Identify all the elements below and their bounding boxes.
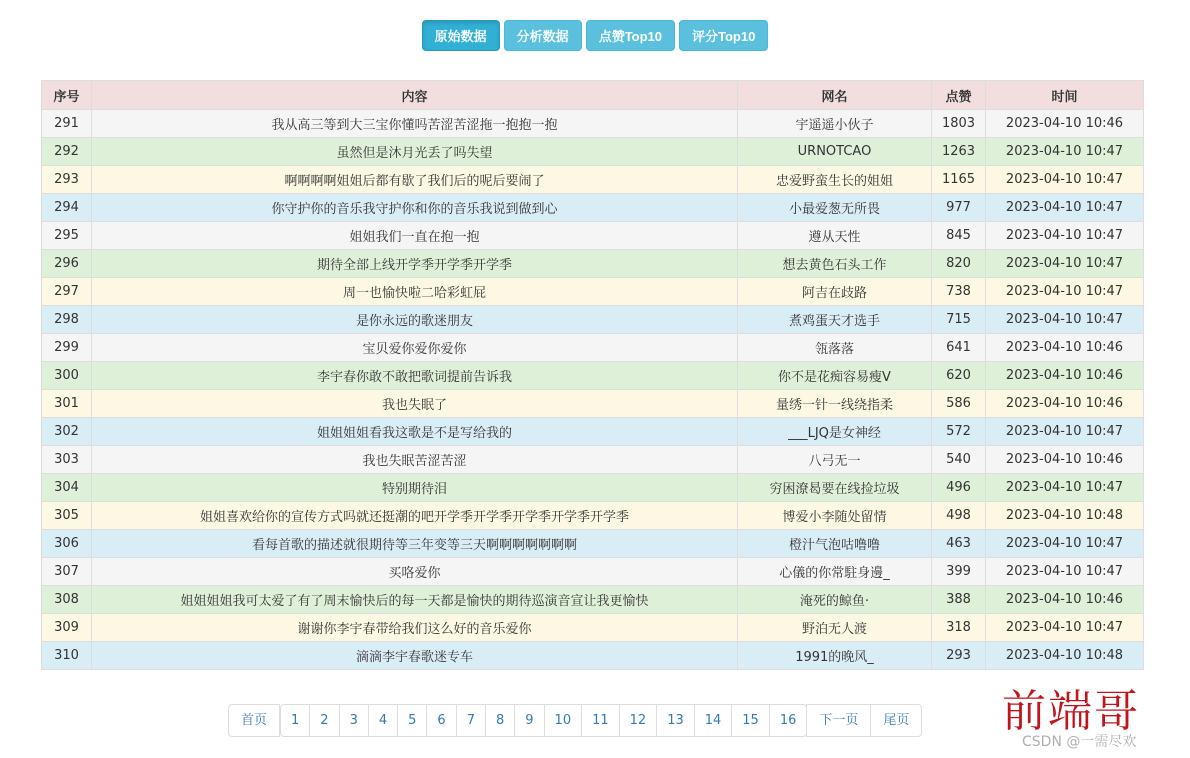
cell-id: 292 <box>42 138 92 166</box>
cell-name: 遵从天性 <box>738 222 932 250</box>
cell-likes: 738 <box>932 278 986 306</box>
cell-name: 野泊无人渡 <box>738 614 932 642</box>
cell-content: 你守护你的音乐我守护你和你的音乐我说到做到心 <box>92 194 738 222</box>
page-number-link[interactable]: 5 <box>397 704 427 737</box>
cell-name: 瓴落落 <box>738 334 932 362</box>
cell-time: 2023-04-10 10:47 <box>986 306 1144 334</box>
table-row <box>42 362 1144 390</box>
cell-content: 谢谢你李宇春带给我们这么好的音乐爱你 <box>92 614 738 642</box>
cell-content: 姐姐姐姐我可太爱了有了周末愉快后的每一天都是愉快的期待巡演音宣让我更愉快 <box>92 586 738 614</box>
header-id: 序号 <box>42 81 92 110</box>
cell-id: 309 <box>42 614 92 642</box>
table-row <box>42 278 1144 306</box>
cell-id: 307 <box>42 558 92 586</box>
cell-content: 虽然但是沐月光丢了吗失望 <box>92 138 738 166</box>
cell-likes: 399 <box>932 558 986 586</box>
cell-likes: 586 <box>932 390 986 418</box>
page-number-link[interactable]: 12 <box>619 704 658 737</box>
cell-likes: 572 <box>932 418 986 446</box>
cell-content: 啊啊啊啊姐姐后都有歇了我们后的呢后要闹了 <box>92 166 738 194</box>
cell-content: 姐姐我们一直在抱一抱 <box>92 222 738 250</box>
cell-name: 橙汁气泡咕噜噜 <box>738 530 932 558</box>
table-row <box>42 642 1144 670</box>
cell-likes: 620 <box>932 362 986 390</box>
cell-name: 1991的晚风_ <box>738 642 932 670</box>
cell-likes: 1165 <box>932 166 986 194</box>
table-row <box>42 194 1144 222</box>
page-number-link[interactable]: 15 <box>731 704 770 737</box>
cell-time: 2023-04-10 10:47 <box>986 138 1144 166</box>
table-row <box>42 418 1144 446</box>
tab-bar <box>0 20 1190 51</box>
cell-id: 298 <box>42 306 92 334</box>
page-last-link[interactable]: 尾页 <box>870 704 922 737</box>
cell-time: 2023-04-10 10:46 <box>986 586 1144 614</box>
cell-id: 296 <box>42 250 92 278</box>
cell-content: 李宇春你敢不敢把歌词提前告诉我 <box>92 362 738 390</box>
cell-content: 期待全部上线开学季开学季开学季 <box>92 250 738 278</box>
header-likes: 点赞 <box>932 81 986 110</box>
cell-name: 博爱小李随处留情 <box>738 502 932 530</box>
header-time: 时间 <box>986 81 1144 110</box>
table-row <box>42 586 1144 614</box>
cell-name: 量绣一针一线绕指柔 <box>738 390 932 418</box>
cell-name: 阿吉在歧路 <box>738 278 932 306</box>
cell-content: 我也失眠苦涩苦涩 <box>92 446 738 474</box>
table-row <box>42 138 1144 166</box>
page-number-link[interactable]: 13 <box>656 704 695 737</box>
cell-time: 2023-04-10 10:47 <box>986 250 1144 278</box>
table-body <box>42 110 1144 670</box>
table-row <box>42 474 1144 502</box>
page-number-link[interactable]: 4 <box>368 704 398 737</box>
cell-content: 特别期待泪 <box>92 474 738 502</box>
header-name: 网名 <box>738 81 932 110</box>
table-row <box>42 110 1144 138</box>
cell-id: 291 <box>42 110 92 138</box>
cell-content: 宝贝爱你爱你爱你 <box>92 334 738 362</box>
cell-content: 姐姐喜欢给你的宣传方式吗就还挺潮的吧开学季开学季开学季开学季开学季 <box>92 502 738 530</box>
cell-id: 303 <box>42 446 92 474</box>
cell-likes: 1803 <box>932 110 986 138</box>
table-row <box>42 250 1144 278</box>
tab-rating-top10[interactable]: 评分Top10 <box>679 20 768 51</box>
cell-name: URNOTCAO <box>738 138 932 166</box>
cell-id: 308 <box>42 586 92 614</box>
cell-time: 2023-04-10 10:47 <box>986 614 1144 642</box>
cell-likes: 641 <box>932 334 986 362</box>
cell-time: 2023-04-10 10:46 <box>986 446 1144 474</box>
cell-time: 2023-04-10 10:47 <box>986 194 1144 222</box>
cell-content: 我也失眠了 <box>92 390 738 418</box>
cell-name: 想去黄色石头工作 <box>738 250 932 278</box>
cell-likes: 1263 <box>932 138 986 166</box>
tab-likes-top10[interactable]: 点赞Top10 <box>586 20 675 51</box>
cell-name: 你不是花痴容易瘦V <box>738 362 932 390</box>
brand-watermark: 前端哥 <box>1002 686 1140 737</box>
cell-time: 2023-04-10 10:47 <box>986 166 1144 194</box>
page-number-link[interactable]: 9 <box>514 704 544 737</box>
cell-content: 是你永远的歌迷朋友 <box>92 306 738 334</box>
page-number-link[interactable]: 3 <box>339 704 369 737</box>
cell-content: 姐姐姐姐看我这歌是不是写给我的 <box>92 418 738 446</box>
cell-name: ___LJQ是女神经 <box>738 418 932 446</box>
cell-likes: 845 <box>932 222 986 250</box>
comments-table <box>41 80 1144 670</box>
cell-time: 2023-04-10 10:47 <box>986 418 1144 446</box>
cell-name: 淹死的鲸鱼· <box>738 586 932 614</box>
table-row <box>42 558 1144 586</box>
cell-id: 297 <box>42 278 92 306</box>
cell-id: 302 <box>42 418 92 446</box>
table-row <box>42 334 1144 362</box>
cell-time: 2023-04-10 10:47 <box>986 474 1144 502</box>
page-number-link[interactable]: 16 <box>769 704 808 737</box>
table-header-row <box>42 81 1144 110</box>
page-first-link[interactable]: 首页 <box>228 704 280 737</box>
page-number-link[interactable]: 8 <box>485 704 515 737</box>
cell-name: 心儀的你常駐身邊_ <box>738 558 932 586</box>
cell-likes: 540 <box>932 446 986 474</box>
cell-id: 299 <box>42 334 92 362</box>
cell-time: 2023-04-10 10:47 <box>986 530 1144 558</box>
cell-name: 八弓无一 <box>738 446 932 474</box>
cell-time: 2023-04-10 10:46 <box>986 110 1144 138</box>
cell-id: 301 <box>42 390 92 418</box>
cell-content: 滴滴李宇春歌迷专车 <box>92 642 738 670</box>
pagination <box>228 704 922 737</box>
cell-name: 穷困潦曷要在线捡垃圾 <box>738 474 932 502</box>
page-number-link[interactable]: 10 <box>544 704 583 737</box>
cell-id: 310 <box>42 642 92 670</box>
cell-likes: 463 <box>932 530 986 558</box>
table-row <box>42 222 1144 250</box>
table-row <box>42 502 1144 530</box>
cell-time: 2023-04-10 10:46 <box>986 390 1144 418</box>
cell-time: 2023-04-10 10:47 <box>986 278 1144 306</box>
table-row <box>42 446 1144 474</box>
cell-content: 看每首歌的描述就很期待等三年变等三天啊啊啊啊啊啊啊 <box>92 530 738 558</box>
cell-likes: 820 <box>932 250 986 278</box>
table-row <box>42 390 1144 418</box>
page-number-link[interactable]: 1 <box>280 704 310 737</box>
cell-likes: 496 <box>932 474 986 502</box>
table-row <box>42 306 1144 334</box>
table-row <box>42 530 1144 558</box>
cell-id: 300 <box>42 362 92 390</box>
cell-likes: 977 <box>932 194 986 222</box>
page-number-link[interactable]: 2 <box>309 704 339 737</box>
cell-content: 周一也愉快啦二哈彩虹屁 <box>92 278 738 306</box>
page-number-link[interactable]: 11 <box>581 704 620 737</box>
table-row <box>42 166 1144 194</box>
cell-id: 304 <box>42 474 92 502</box>
cell-time: 2023-04-10 10:48 <box>986 642 1144 670</box>
cell-time: 2023-04-10 10:47 <box>986 558 1144 586</box>
cell-name: 忠爱野蛮生长的姐姐 <box>738 166 932 194</box>
cell-content: 我从高三等到大三宝你懂吗苦涩苦涩拖一抱抱一抱 <box>92 110 738 138</box>
cell-name: 煮鸡蛋天才选手 <box>738 306 932 334</box>
csdn-watermark: CSDN @一需尽欢 <box>1022 734 1137 750</box>
header-content: 内容 <box>92 81 738 110</box>
cell-id: 294 <box>42 194 92 222</box>
cell-likes: 715 <box>932 306 986 334</box>
page-next-link[interactable]: 下一页 <box>806 704 871 737</box>
cell-likes: 388 <box>932 586 986 614</box>
page-number-link[interactable]: 7 <box>456 704 486 737</box>
cell-name: 宇遥遥小伙子 <box>738 110 932 138</box>
cell-content: 买咯爱你 <box>92 558 738 586</box>
cell-id: 293 <box>42 166 92 194</box>
page-number-link[interactable]: 14 <box>694 704 733 737</box>
tab-raw-data[interactable]: 原始数据 <box>422 20 500 51</box>
cell-time: 2023-04-10 10:46 <box>986 362 1144 390</box>
cell-id: 306 <box>42 530 92 558</box>
cell-id: 305 <box>42 502 92 530</box>
cell-likes: 498 <box>932 502 986 530</box>
cell-time: 2023-04-10 10:48 <box>986 502 1144 530</box>
tab-analysis-data[interactable]: 分析数据 <box>504 20 582 51</box>
cell-time: 2023-04-10 10:46 <box>986 334 1144 362</box>
page-number-link[interactable]: 6 <box>426 704 456 737</box>
table-row <box>42 614 1144 642</box>
cell-likes: 318 <box>932 614 986 642</box>
cell-time: 2023-04-10 10:47 <box>986 222 1144 250</box>
cell-id: 295 <box>42 222 92 250</box>
cell-likes: 293 <box>932 642 986 670</box>
cell-name: 小最爱葱无所畏 <box>738 194 932 222</box>
